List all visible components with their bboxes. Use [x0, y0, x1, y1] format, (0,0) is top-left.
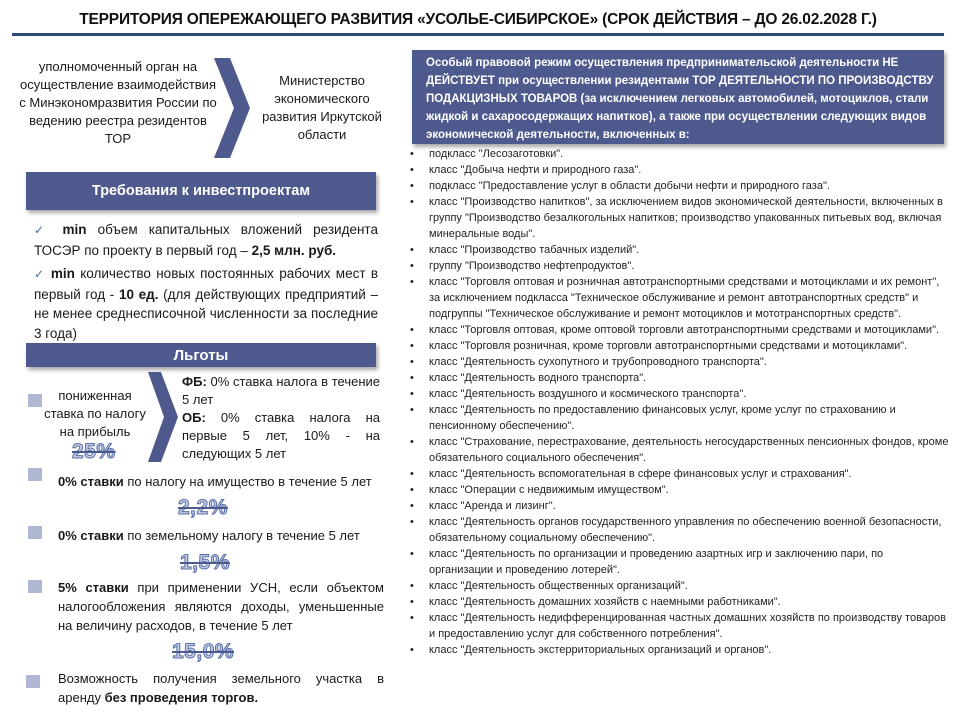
land-lease-bold: без проведения торгов. [104, 690, 259, 705]
usn-benefit [58, 578, 384, 635]
list-item: • класс "Торговля оптовая, кроме оптовой торговли автотранспортными средствами и мотоциклами". [410, 322, 950, 338]
excluded-activities-list [410, 146, 950, 658]
list-item: • класс "Торговля оптовая и розничная автотранспортными средствами и мотоциклами и их ремонт", за исключением подкласса "Техническое обслуживание и ремонт автотранспортных средств" и подгруппы "Техническое обслуживание и ремонт мотоциклов и мототранспортных средств". [410, 274, 950, 322]
requirement-value: 10 ед. [118, 286, 159, 302]
list-item: • класс "Аренда и лизинг". [410, 498, 950, 514]
list-item: • группу "Производство нефтепродуктов". [410, 258, 950, 274]
chevron-right-icon [214, 58, 250, 158]
list-item: • класс "Деятельность недифференцированная частных домашних хозяйств по производству товаров и предоставлению услуг для собственного потребления". [410, 610, 950, 642]
checkmark-icon: ✓ [34, 267, 46, 281]
list-item: • класс "Деятельность по организации и проведению азартных игр и заключению пари, по организации и проведению лотерей". [410, 546, 950, 578]
bullet-square-icon [28, 526, 42, 539]
usn-old-rate: 15,0% [172, 640, 235, 663]
list-item: • класс "Деятельность водного транспорта". [410, 370, 950, 386]
fb-text: 0% ставка налога в течение 5 лет [182, 374, 380, 407]
land-tax-bold: 0% ставки [58, 528, 124, 543]
checkmark-icon: ✓ [34, 223, 52, 237]
authority-role: уполномоченный орган на осуществление взаимодействия с Минэкономразвития России по ведению реестра резидентов ТОР [19, 59, 217, 146]
list-item: • класс "Деятельность общественных организаций". [410, 578, 950, 594]
profit-tax-details [182, 373, 380, 463]
requirement-jobs [34, 264, 378, 343]
list-item: • класс "Производство напитков", за исключением видов экономической деятельности, включенных в группу "Производство безалкогольных напитков; производство упакованных питьевых вод, включая минеральные воды". [410, 194, 950, 242]
exclusion-notice: Особый правовой режим осуществления предпринимательской деятельности НЕ ДЕЙСТВУЕТ при осуществлении резидентами ТОР ДЕЯТЕЛЬНОСТИ ПО ПРОИЗВОДСТВУ ПОДАКЦИЗНЫХ ТОВАРОВ (за исключением легковых автомобилей, мотоциклов, стали жидкой и сахаросодержащих напитков), а также при осуществлении следующих видов экономической деятельности, включенных в: [412, 50, 944, 144]
requirement-text: объем капитальных вложений резидента ТОСЭР по проекту в первый год – [34, 222, 378, 258]
requirement-capex [34, 220, 378, 260]
list-item: • класс "Деятельность органов государственного управления по обеспечению военной безопасности, обязательному социальному обеспечению". [410, 514, 950, 546]
list-item: • класс "Добыча нефти и природного газа". [410, 162, 950, 178]
list-item: • класс "Производство табачных изделий". [410, 242, 950, 258]
land-tax-old-rate: 1,5% [180, 551, 230, 574]
list-item: • подкласс "Лесозаготовки". [410, 146, 950, 162]
list-item: • подкласс "Предоставление услуг в области добычи нефти и природного газа". [410, 178, 950, 194]
requirement-text: количество новых постоянных рабочих мест в первый год - [34, 266, 378, 302]
usn-bold: 5% ставки [58, 580, 129, 595]
list-item: • класс "Деятельность вспомогательная в сфере финансовых услуг и страхования". [410, 466, 950, 482]
usn-text: при применении УСН, если объектом налогообложения являются доходы, уменьшенные на величину расходов, в течение 5 лет [58, 580, 384, 633]
property-tax-old-rate: 2,2% [178, 496, 228, 519]
ob-text: 0% ставка налога на первые 5 лет, 10% - на следующих 5 лет [182, 410, 380, 461]
list-item: • класс "Страхование, перестрахование, деятельность негосударственных пенсионных фондов, кроме обязательного социального обеспечения". [410, 434, 950, 466]
requirement-suffix: (для действующих предприятий – не менее среднесписочной численности за последние 3 года) [34, 286, 378, 341]
requirements-header: Требования к инвестпроектам [26, 172, 376, 210]
ob-rate [182, 409, 380, 463]
requirement-value: 2,5 млн. руб. [251, 242, 337, 258]
fb-label: ФБ: [182, 374, 207, 389]
bullet-square-icon [26, 675, 40, 688]
land-tax-benefit [58, 526, 384, 545]
bullet-square-icon [28, 580, 42, 593]
land-lease-benefit [58, 669, 384, 707]
chevron-right-icon [148, 372, 178, 462]
land-lease-text: Возможность получения земельного участка в аренду [58, 671, 384, 705]
bullet-square-icon [28, 468, 42, 481]
property-tax-text: по налогу на имущество в течение 5 лет [123, 474, 372, 489]
property-tax-benefit [58, 472, 384, 491]
list-item: • класс "Деятельность воздушного и космического транспорта". [410, 386, 950, 402]
page-title: ТЕРРИТОРИЯ ОПЕРЕЖАЮЩЕГО РАЗВИТИЯ «УСОЛЬЕ-СИБИРСКОЕ» (СРОК ДЕЙСТВИЯ – ДО 26.02.2028 Г.) [79, 11, 877, 28]
list-item: • класс "Деятельность домашних хозяйств с наемными работниками". [410, 594, 950, 610]
list-item: • класс "Деятельность по предоставлению финансовых услуг, кроме услуг по страхованию и пенсионному обеспечению". [410, 402, 950, 434]
benefits-header: Льготы [26, 343, 376, 367]
requirement-prefix: min [62, 222, 87, 237]
requirement-prefix: min [50, 266, 75, 281]
profit-tax-label: пониженная ставка по налогу на прибыль [44, 388, 146, 439]
property-tax-bold: 0% ставки [58, 474, 124, 489]
land-tax-text: по земельному налогу в течение 5 лет [123, 528, 360, 543]
ob-label: ОБ: [182, 410, 206, 425]
list-item: • класс "Торговля розничная, кроме торговли автотранспортными средствами и мотоциклами". [410, 338, 950, 354]
list-item: • класс "Деятельность сухопутного и трубопроводного транспорта". [410, 354, 950, 370]
profit-tax-old-rate: 25% [72, 440, 116, 463]
title-underline [12, 33, 944, 36]
authority-body: Министерство экономического развития Иркутской области [262, 73, 382, 142]
list-item: • класс "Деятельность экстерриториальных организаций и органов". [410, 642, 950, 658]
fb-rate [182, 373, 380, 409]
list-item: • класс "Операции с недвижимым имуществом". [410, 482, 950, 498]
